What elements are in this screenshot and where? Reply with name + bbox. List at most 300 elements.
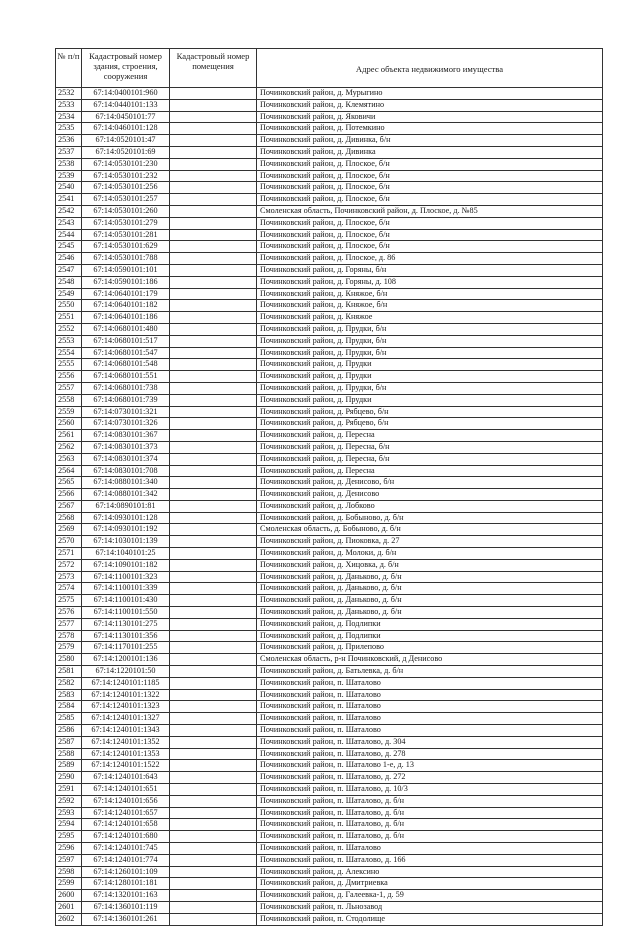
cadastral-room-number [170, 736, 257, 748]
table-row [56, 890, 603, 902]
table-row [56, 489, 603, 501]
table-row [56, 654, 603, 666]
row-number: 2594 [56, 819, 82, 831]
row-number: 2548 [56, 276, 82, 288]
table-row [56, 772, 603, 784]
table-row [56, 453, 603, 465]
table-row [56, 99, 603, 111]
row-number: 2543 [56, 217, 82, 229]
table-header [56, 49, 603, 88]
table-row [56, 807, 603, 819]
row-number: 2581 [56, 666, 82, 678]
cadastral-room-number [170, 229, 257, 241]
address: Починковский район, д. Даньково, д. б/н [257, 595, 603, 607]
row-number: 2567 [56, 500, 82, 512]
cadastral-building-number: 67:14:1100101:430 [82, 595, 170, 607]
table-row [56, 359, 603, 371]
cadastral-building-number: 67:14:0520101:69 [82, 146, 170, 158]
cadastral-room-number [170, 843, 257, 855]
table-row [56, 795, 603, 807]
cadastral-room-number [170, 135, 257, 147]
cadastral-room-number [170, 477, 257, 489]
address: Починковский район, д. Прудки, б/н [257, 347, 603, 359]
cadastral-room-number [170, 666, 257, 678]
cadastral-room-number [170, 276, 257, 288]
address: Починковский район, д. Даньково, д. б/н [257, 607, 603, 619]
cadastral-building-number: 67:14:1240101:1327 [82, 713, 170, 725]
row-number: 2602 [56, 913, 82, 925]
cadastral-building-number: 67:14:0730101:321 [82, 406, 170, 418]
address: Починковский район, п. Стодолище [257, 913, 603, 925]
table-row [56, 536, 603, 548]
row-number: 2574 [56, 583, 82, 595]
cadastral-room-number [170, 288, 257, 300]
cadastral-building-number: 67:14:1240101:643 [82, 772, 170, 784]
row-number: 2575 [56, 595, 82, 607]
cadastral-building-number: 67:14:0530101:232 [82, 170, 170, 182]
row-number: 2578 [56, 630, 82, 642]
row-number: 2546 [56, 253, 82, 265]
cadastral-room-number [170, 359, 257, 371]
cadastral-building-number: 67:14:0530101:279 [82, 217, 170, 229]
table-row [56, 677, 603, 689]
header-num: № п/п [56, 49, 82, 88]
table-body [56, 88, 603, 926]
table-row [56, 135, 603, 147]
address: Починковский район, д. Пересна, б/н [257, 441, 603, 453]
address: Починковский район, д. Плоское, б/н [257, 158, 603, 170]
cadastral-building-number: 67:14:1280101:181 [82, 878, 170, 890]
cadastral-building-number: 67:14:1240101:1522 [82, 760, 170, 772]
row-number: 2572 [56, 559, 82, 571]
cadastral-building-number: 67:14:0590101:186 [82, 276, 170, 288]
address: Починковский район, д. Горяны, д. 108 [257, 276, 603, 288]
cadastral-room-number [170, 323, 257, 335]
cadastral-building-number: 67:14:0680101:738 [82, 382, 170, 394]
table-row [56, 713, 603, 725]
cadastral-building-number: 67:14:1240101:1322 [82, 689, 170, 701]
row-number: 2549 [56, 288, 82, 300]
cadastral-building-number: 67:14:1240101:774 [82, 854, 170, 866]
cadastral-building-number: 67:14:1320101:163 [82, 890, 170, 902]
table-row [56, 689, 603, 701]
table-row [56, 158, 603, 170]
table-row [56, 642, 603, 654]
header-address: Адрес объекта недвижимого имущества [257, 49, 603, 88]
address: Починковский район, п. Шаталово [257, 677, 603, 689]
cadastral-room-number [170, 371, 257, 383]
address: Починковский район, п. Шаталово [257, 701, 603, 713]
cadastral-building-number: 67:14:1240101:657 [82, 807, 170, 819]
table-row [56, 347, 603, 359]
row-number: 2542 [56, 205, 82, 217]
cadastral-room-number [170, 878, 257, 890]
cadastral-building-number: 67:14:1240101:651 [82, 784, 170, 796]
table-row [56, 288, 603, 300]
table-row [56, 784, 603, 796]
row-number: 2560 [56, 418, 82, 430]
table-row [56, 88, 603, 100]
address: Починковский район, д. Алексино [257, 866, 603, 878]
row-number: 2587 [56, 736, 82, 748]
address: Починковский район, п. Шаталово [257, 713, 603, 725]
address: Починковский район, д. Плоское, б/н [257, 241, 603, 253]
address: Починковский район, д. Даньково, д. б/н [257, 583, 603, 595]
cadastral-building-number: 67:14:0680101:548 [82, 359, 170, 371]
address: Починковский район, п. Шаталово, д. б/н [257, 795, 603, 807]
header-cadastral-building: Кадастровый номер здания, строения, сооружения [82, 49, 170, 88]
table-row [56, 701, 603, 713]
address: Смоленская область, Починковский район, д. Плоское, д. №85 [257, 205, 603, 217]
row-number: 2557 [56, 382, 82, 394]
cadastral-building-number: 67:14:0730101:326 [82, 418, 170, 430]
address: Починковский район, д. Пересна [257, 430, 603, 442]
cadastral-room-number [170, 607, 257, 619]
table-row [56, 323, 603, 335]
table-row [56, 583, 603, 595]
cadastral-room-number [170, 689, 257, 701]
cadastral-room-number [170, 713, 257, 725]
table-row [56, 335, 603, 347]
table-row [56, 430, 603, 442]
cadastral-room-number [170, 264, 257, 276]
row-number: 2570 [56, 536, 82, 548]
row-number: 2556 [56, 371, 82, 383]
row-number: 2585 [56, 713, 82, 725]
cadastral-room-number [170, 253, 257, 265]
property-table [55, 48, 603, 926]
address: Починковский район, д. Плоское, б/н [257, 229, 603, 241]
cadastral-building-number: 67:14:0880101:342 [82, 489, 170, 501]
cadastral-room-number [170, 312, 257, 324]
table-row [56, 819, 603, 831]
row-number: 2571 [56, 548, 82, 560]
cadastral-room-number [170, 88, 257, 100]
row-number: 2580 [56, 654, 82, 666]
address: Починковский район, д. Бобыново, д. б/н [257, 512, 603, 524]
cadastral-room-number [170, 170, 257, 182]
address: Починковский район, д. Подлипки [257, 618, 603, 630]
cadastral-room-number [170, 406, 257, 418]
cadastral-room-number [170, 453, 257, 465]
address: Починковский район, д. Даньково, д. б/н [257, 571, 603, 583]
cadastral-building-number: 67:14:0880101:340 [82, 477, 170, 489]
cadastral-room-number [170, 890, 257, 902]
row-number: 2586 [56, 725, 82, 737]
row-number: 2535 [56, 123, 82, 135]
cadastral-building-number: 67:14:0530101:629 [82, 241, 170, 253]
address: Починковский район, д. Хицовка, д. б/н [257, 559, 603, 571]
row-number: 2539 [56, 170, 82, 182]
table-row [56, 524, 603, 536]
cadastral-room-number [170, 807, 257, 819]
row-number: 2597 [56, 854, 82, 866]
table-row [56, 123, 603, 135]
table-row [56, 418, 603, 430]
table-row [56, 111, 603, 123]
table-row [56, 618, 603, 630]
row-number: 2565 [56, 477, 82, 489]
cadastral-room-number [170, 300, 257, 312]
row-number: 2547 [56, 264, 82, 276]
address: Починковский район, д. Пересна, б/н [257, 453, 603, 465]
table-row [56, 241, 603, 253]
row-number: 2579 [56, 642, 82, 654]
address: Починковский район, п. Шаталово, д. 278 [257, 748, 603, 760]
cadastral-building-number: 67:14:1100101:339 [82, 583, 170, 595]
table-row [56, 382, 603, 394]
cadastral-room-number [170, 500, 257, 512]
address: Починковский район, д. Дивинка, б/н [257, 135, 603, 147]
address: Смоленская область, р-н Починковский, д Денисово [257, 654, 603, 666]
address: Починковский район, д. Лобково [257, 500, 603, 512]
row-number: 2544 [56, 229, 82, 241]
row-number: 2583 [56, 689, 82, 701]
cadastral-room-number [170, 524, 257, 536]
row-number: 2538 [56, 158, 82, 170]
address: Починковский район, п. Шаталово, д. 166 [257, 854, 603, 866]
cadastral-room-number [170, 642, 257, 654]
document-page [55, 48, 602, 926]
row-number: 2589 [56, 760, 82, 772]
cadastral-room-number [170, 123, 257, 135]
cadastral-building-number: 67:14:0890101:81 [82, 500, 170, 512]
table-row [56, 901, 603, 913]
table-row [56, 312, 603, 324]
address: Починковский район, п. Шаталово, д. 272 [257, 772, 603, 784]
row-number: 2566 [56, 489, 82, 501]
cadastral-building-number: 67:14:1240101:745 [82, 843, 170, 855]
table-row [56, 760, 603, 772]
address: Починковский район, д. Прудки [257, 394, 603, 406]
row-number: 2564 [56, 465, 82, 477]
address: Починковский район, д. Яковичи [257, 111, 603, 123]
table-row [56, 146, 603, 158]
cadastral-building-number: 67:14:0680101:547 [82, 347, 170, 359]
address: Починковский район, д. Плоское, б/н [257, 182, 603, 194]
cadastral-room-number [170, 772, 257, 784]
row-number: 2540 [56, 182, 82, 194]
cadastral-building-number: 67:14:1100101:550 [82, 607, 170, 619]
cadastral-building-number: 67:14:0830101:708 [82, 465, 170, 477]
cadastral-building-number: 67:14:1240101:656 [82, 795, 170, 807]
cadastral-room-number [170, 465, 257, 477]
row-number: 2569 [56, 524, 82, 536]
cadastral-room-number [170, 441, 257, 453]
cadastral-building-number: 67:14:1360101:261 [82, 913, 170, 925]
row-number: 2550 [56, 300, 82, 312]
table-row [56, 406, 603, 418]
cadastral-building-number: 67:14:0930101:192 [82, 524, 170, 536]
cadastral-room-number [170, 618, 257, 630]
cadastral-building-number: 67:14:0400101:960 [82, 88, 170, 100]
address: Починковский район, д. Дивинка [257, 146, 603, 158]
table-row [56, 607, 603, 619]
row-number: 2553 [56, 335, 82, 347]
table-row [56, 500, 603, 512]
cadastral-room-number [170, 512, 257, 524]
cadastral-room-number [170, 559, 257, 571]
table-row [56, 559, 603, 571]
address: Починковский район, д. Прудки [257, 371, 603, 383]
row-number: 2577 [56, 618, 82, 630]
table-row [56, 253, 603, 265]
cadastral-building-number: 67:14:0680101:551 [82, 371, 170, 383]
address: Починковский район, д. Прудки, б/н [257, 382, 603, 394]
table-row [56, 748, 603, 760]
row-number: 2561 [56, 430, 82, 442]
address: Починковский район, д. Плоское, д. 86 [257, 253, 603, 265]
table-row [56, 477, 603, 489]
address: Починковский район, д. Молоки, д. б/н [257, 548, 603, 560]
address: Починковский район, д. Батьлевка, д. б/н [257, 666, 603, 678]
address: Починковский район, д. Прудки [257, 359, 603, 371]
cadastral-room-number [170, 548, 257, 560]
cadastral-building-number: 67:14:0530101:260 [82, 205, 170, 217]
cadastral-room-number [170, 901, 257, 913]
cadastral-building-number: 67:14:0680101:480 [82, 323, 170, 335]
cadastral-room-number [170, 99, 257, 111]
cadastral-building-number: 67:14:0530101:281 [82, 229, 170, 241]
cadastral-room-number [170, 111, 257, 123]
address: Починковский район, д. Клемятино [257, 99, 603, 111]
row-number: 2590 [56, 772, 82, 784]
address: Починковский район, д. Пиоковка, д. 27 [257, 536, 603, 548]
cadastral-building-number: 67:14:0530101:257 [82, 194, 170, 206]
cadastral-building-number: 67:14:1360101:119 [82, 901, 170, 913]
address: Починковский район, д. Подлипки [257, 630, 603, 642]
address: Починковский район, д. Мурыгино [257, 88, 603, 100]
row-number: 2601 [56, 901, 82, 913]
cadastral-building-number: 67:14:0530101:788 [82, 253, 170, 265]
row-number: 2563 [56, 453, 82, 465]
cadastral-room-number [170, 654, 257, 666]
row-number: 2573 [56, 571, 82, 583]
table-row [56, 878, 603, 890]
cadastral-room-number [170, 748, 257, 760]
cadastral-room-number [170, 394, 257, 406]
cadastral-building-number: 67:14:0640101:179 [82, 288, 170, 300]
row-number: 2554 [56, 347, 82, 359]
address: Починковский район, д. Рябцево, б/н [257, 418, 603, 430]
cadastral-room-number [170, 795, 257, 807]
address: Починковский район, п. Шаталово [257, 725, 603, 737]
cadastral-building-number: 67:14:0830101:373 [82, 441, 170, 453]
cadastral-room-number [170, 819, 257, 831]
address: Починковский район, д. Плоское, б/н [257, 194, 603, 206]
row-number: 2562 [56, 441, 82, 453]
row-number: 2555 [56, 359, 82, 371]
address: Починковский район, д. Горяны, б/н [257, 264, 603, 276]
cadastral-building-number: 67:14:1200101:136 [82, 654, 170, 666]
cadastral-room-number [170, 205, 257, 217]
row-number: 2545 [56, 241, 82, 253]
cadastral-room-number [170, 784, 257, 796]
address: Починковский район, д. Прилепово [257, 642, 603, 654]
address: Смоленская область, д. Бобыново, д. б/н [257, 524, 603, 536]
cadastral-building-number: 67:14:1240101:680 [82, 831, 170, 843]
table-row [56, 913, 603, 925]
cadastral-room-number [170, 382, 257, 394]
table-row [56, 512, 603, 524]
cadastral-building-number: 67:14:1240101:1352 [82, 736, 170, 748]
address: Починковский район, п. Льнозавод [257, 901, 603, 913]
address: Починковский район, п. Шаталово, д. б/н [257, 807, 603, 819]
table-row [56, 548, 603, 560]
cadastral-room-number [170, 571, 257, 583]
cadastral-building-number: 67:14:1170101:255 [82, 642, 170, 654]
cadastral-room-number [170, 854, 257, 866]
address: Починковский район, д. Денисово [257, 489, 603, 501]
address: Починковский район, д. Плоское, б/н [257, 170, 603, 182]
table-row [56, 465, 603, 477]
address: Починковский район, д. Прудки, б/н [257, 323, 603, 335]
cadastral-building-number: 67:14:0680101:739 [82, 394, 170, 406]
cadastral-room-number [170, 677, 257, 689]
cadastral-room-number [170, 489, 257, 501]
row-number: 2576 [56, 607, 82, 619]
cadastral-building-number: 67:14:1240101:1323 [82, 701, 170, 713]
row-number: 2552 [56, 323, 82, 335]
row-number: 2592 [56, 795, 82, 807]
row-number: 2551 [56, 312, 82, 324]
cadastral-building-number: 67:14:1040101:25 [82, 548, 170, 560]
cadastral-building-number: 67:14:0440101:133 [82, 99, 170, 111]
table-row [56, 205, 603, 217]
row-number: 2534 [56, 111, 82, 123]
cadastral-building-number: 67:14:1260101:109 [82, 866, 170, 878]
cadastral-building-number: 67:14:1220101:50 [82, 666, 170, 678]
cadastral-building-number: 67:14:0460101:128 [82, 123, 170, 135]
address: Починковский район, п. Шаталово, д. 10/3 [257, 784, 603, 796]
cadastral-room-number [170, 536, 257, 548]
cadastral-room-number [170, 760, 257, 772]
table-row [56, 666, 603, 678]
table-row [56, 264, 603, 276]
cadastral-room-number [170, 217, 257, 229]
address: Починковский район, п. Шаталово [257, 843, 603, 855]
cadastral-building-number: 67:14:1240101:658 [82, 819, 170, 831]
table-row [56, 831, 603, 843]
cadastral-building-number: 67:14:0830101:374 [82, 453, 170, 465]
cadastral-building-number: 67:14:0680101:517 [82, 335, 170, 347]
cadastral-room-number [170, 583, 257, 595]
row-number: 2536 [56, 135, 82, 147]
row-number: 2595 [56, 831, 82, 843]
address: Починковский район, д. Княжое, б/н [257, 300, 603, 312]
table-row [56, 394, 603, 406]
address: Починковский район, д. Прудки, б/н [257, 335, 603, 347]
table-row [56, 441, 603, 453]
row-number: 2598 [56, 866, 82, 878]
row-number: 2541 [56, 194, 82, 206]
cadastral-room-number [170, 182, 257, 194]
table-row [56, 170, 603, 182]
row-number: 2532 [56, 88, 82, 100]
cadastral-room-number [170, 866, 257, 878]
row-number: 2591 [56, 784, 82, 796]
row-number: 2568 [56, 512, 82, 524]
address: Починковский район, д. Денисово, б/н [257, 477, 603, 489]
address: Починковский район, д. Княжое, б/н [257, 288, 603, 300]
cadastral-building-number: 67:14:1100101:323 [82, 571, 170, 583]
address: Починковский район, д. Пересна [257, 465, 603, 477]
address: Починковский район, п. Шаталово, д. 304 [257, 736, 603, 748]
address: Починковский район, п. Шаталово 1-е, д. 13 [257, 760, 603, 772]
cadastral-room-number [170, 430, 257, 442]
address: Починковский район, д. Галеевка-1, д. 59 [257, 890, 603, 902]
cadastral-building-number: 67:14:0520101:47 [82, 135, 170, 147]
